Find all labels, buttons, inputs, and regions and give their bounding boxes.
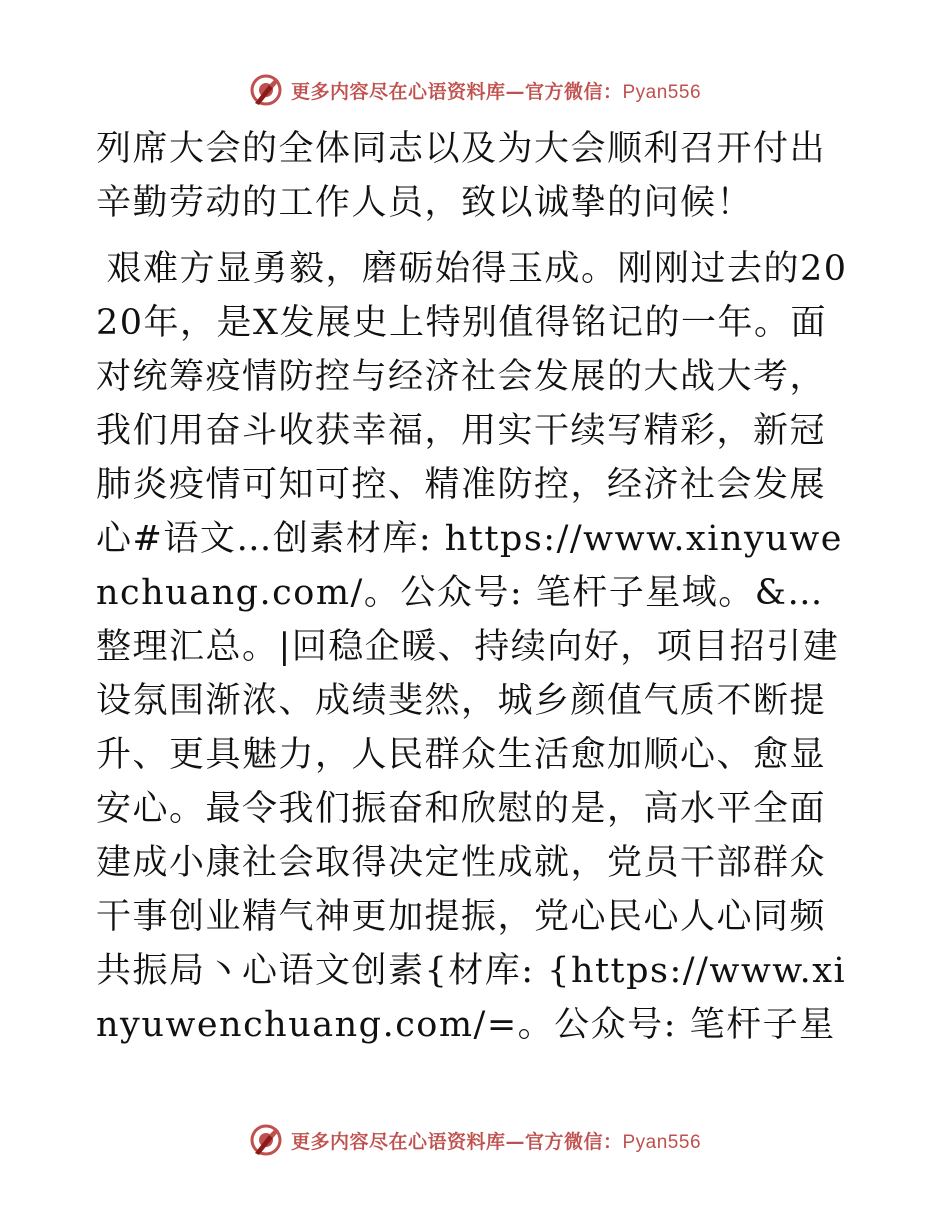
paragraph-review: 艰难方显勇毅，磨砺始得玉成。刚刚过去的2020年，是X发展史上特别值得铭记的一年。面对统筹疫情防控与经济社会发展的大战大考，我们用奋斗收获幸福，用实干续写精彩，新冠肺炎疫情可知可控、精准防控，经济社会发展心#语文…创素材库: https://www.xinyuwenchuang.com/。公众号: 笔杆子星域。&…整理汇总。|回稳企暖、持续向好，项目招引建设氛围渐浓、成绩斐然，城乡颜值气质不断提升、更具魅力，人民群众生活愈加顺心、愈显安心。最令我们振奋和欣慰的是，高水平全面建成小康社会取得决定性成就，党员干部群众干事创业精气神更加提振，党心民心人心同频共振局丶心语文创素{材库: {https://www.xinyuwenchuang.com/=。公众号: 笔杆子星 bbox=[96, 249, 848, 1045]
watermark-contact: Pyan556 bbox=[622, 1131, 702, 1153]
footer-watermark bbox=[0, 1118, 950, 1162]
watermark-contact: Pyan556 bbox=[622, 81, 702, 103]
document-body bbox=[96, 122, 856, 1064]
header-watermark bbox=[0, 68, 950, 112]
pen-logo-icon bbox=[249, 73, 283, 107]
watermark-label: 更多内容尽在心语资料库—官方微信：Pyan556 bbox=[290, 80, 702, 103]
watermark-label: 更多内容尽在心语资料库—官方微信：Pyan556 bbox=[290, 1130, 702, 1153]
paragraph-greeting: 列席大会的全体同志以及为大会顺利召开付出辛勤劳动的工作人员，致以诚挚的问候！ bbox=[96, 129, 827, 223]
pen-logo-icon bbox=[249, 1123, 283, 1157]
